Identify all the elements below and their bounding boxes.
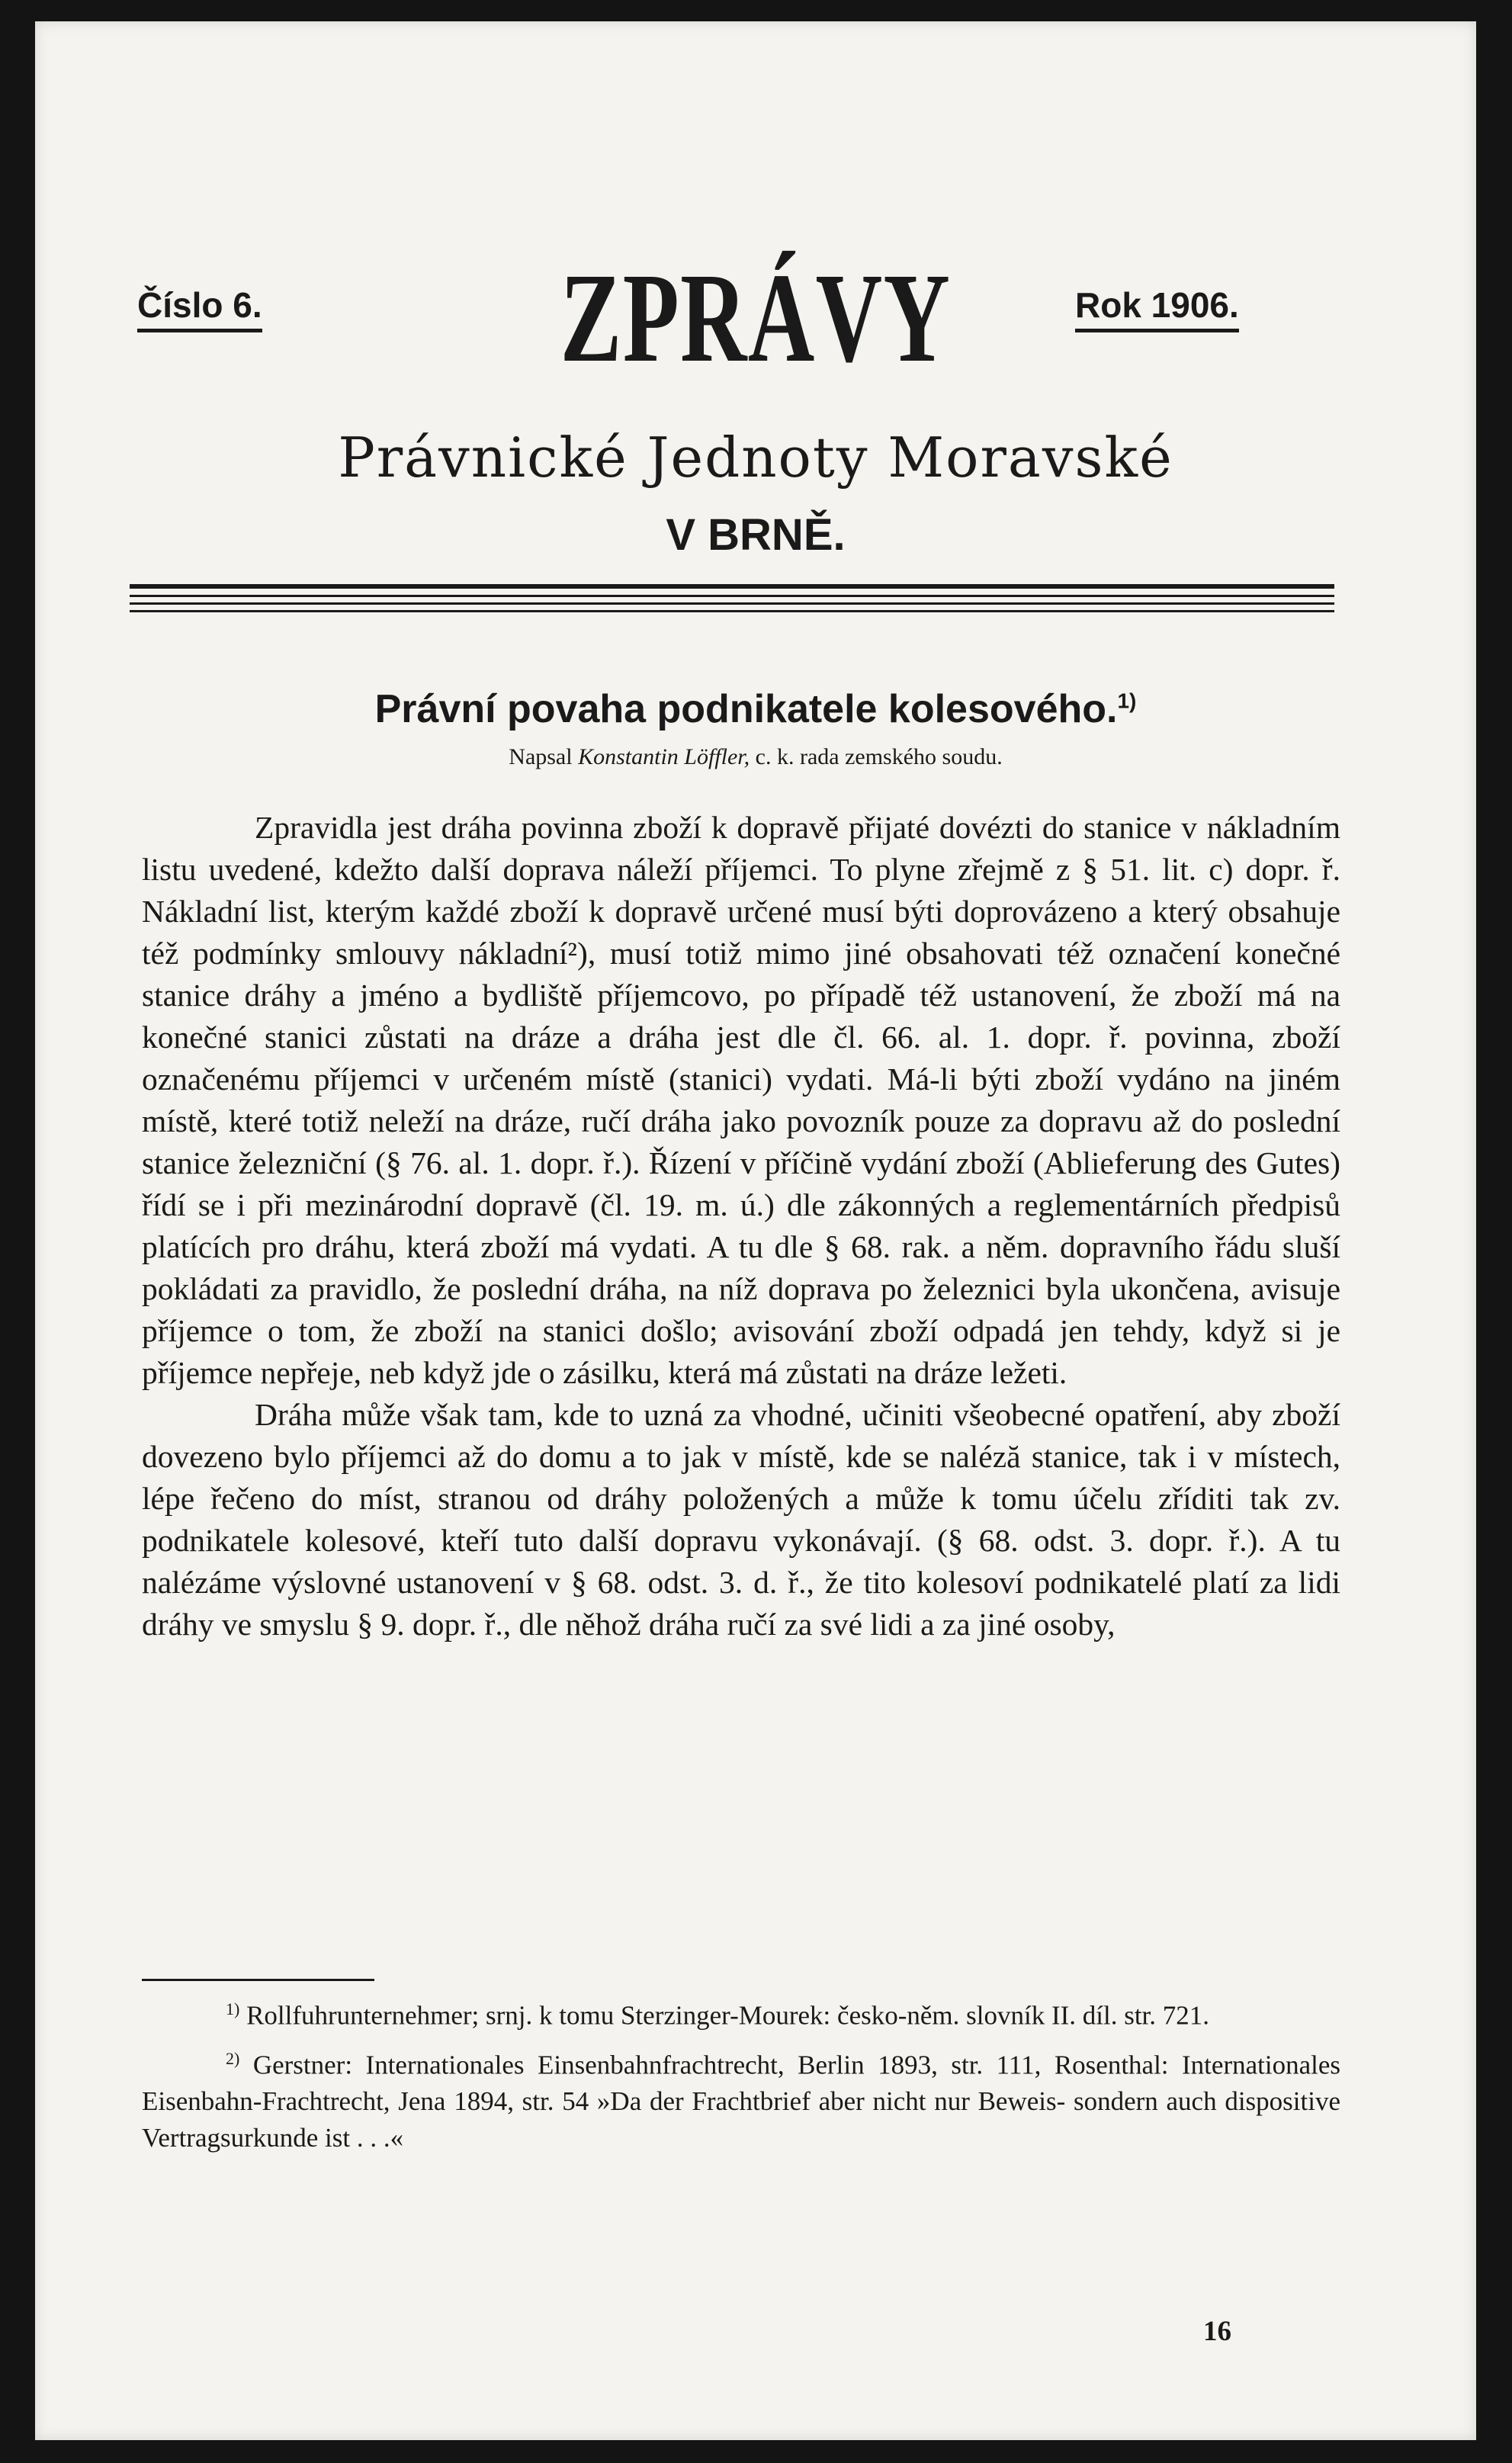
header-rule <box>130 610 1334 612</box>
footnote-text: Rollfuhrunternehmer; srnj. k tomu Sterzinger-Mourek: česko-něm. slovník II. díl. str. 721. <box>246 2000 1210 2031</box>
article-title <box>35 686 1476 732</box>
article-title-text: Právní povaha podnikatele kolesového. <box>374 687 1118 731</box>
footnotes <box>142 1991 1340 2163</box>
journal-city: V BRNĚ. <box>666 510 846 560</box>
article-body <box>142 807 1340 1646</box>
journal-subtitle: Právnické Jednoty Moravské <box>338 425 1173 490</box>
byline <box>35 744 1476 770</box>
byline-suffix: c. k. rada zemského soudu. <box>755 744 1003 769</box>
paragraph: Zpravidla jest dráha povinna zboží k dopravě přijaté dovézti do stanice v nákladním listu uvedené, kdežto další doprava náleží příjemci. To plyne zřejmě z § 51. lit. c) dopr. ř. Nákladní list, kterým každé zboží k dopravě určené musí býti doprovázeno a který obsahuje též podmínky smlouvy nákladní²), musí totiž mimo jiné obsahovati též označení konečné stanice dráhy a jméno a bydliště příjemcovo, po případě též ustanovení, že zboží má na konečné stanici zůstati na dráze a dráha jest dle čl. 66. al. 1. dopr. ř. povinna, zboží označenému příjemci v určeném místě (stanici) vydati. Má-li býti zboží vydáno na jiném místě, které totiž neleží na dráze, ručí dráha jako povozník pouze za dopravu až do poslední stanice železniční (§ 76. al. 1. dopr. ř.). Řízení v příčině vydání zboží (Ablieferung des Gutes) řídí se i při mezinárodní dopravě (čl. 19. m. ú.) dle zákonných a reglementárních předpisů platících pro dráhu, která zboží má vydati. A tu dle § 68. rak. a něm. dopravního řádu sluší pokládati za pravidlo, že poslední dráha, na níž doprava po železnici byla ukončena, avisuje příjemce o tom, že zboží na stanici došlo; avisování zboží odpadá jen tehdy, když si je příjemce nepřeje, neb když jde o zásilku, která má zůstati na dráze ležeti. <box>142 810 1340 1390</box>
footnote-text: Gerstner: Internationales Einsenbahnfrachtrecht, Berlin 1893, str. 111, Rosenthal: Internationales Eisenbahn-Frachtrecht, Jena 1894, str. 54 »Da der Frachtbrief aber nicht nur Beweis- sondern auch dispositive Vertragsurkunde ist . . .« <box>142 2050 1340 2153</box>
footnote-divider <box>142 1979 374 1981</box>
byline-prefix: Napsal <box>509 744 573 769</box>
issue-year: Rok 1906. <box>1075 284 1239 332</box>
footnote <box>142 1991 1340 2034</box>
header-rule <box>130 584 1334 589</box>
header-rule <box>130 602 1334 605</box>
issue-number: Číslo 6. <box>137 284 262 332</box>
footnote-mark: 1) <box>226 1999 240 2018</box>
journal-logo: ZPRÁVY <box>560 247 952 389</box>
footnote-mark: 2) <box>226 2048 240 2068</box>
page-number: 16 <box>1203 2316 1231 2347</box>
footnote-ref: 1) <box>1117 689 1137 713</box>
header-rule <box>130 595 1334 597</box>
byline-author: Konstantin Löffler, <box>578 744 750 769</box>
journal-page <box>35 21 1476 2440</box>
paragraph: Dráha může však tam, kde to uzná za vhodné, učiniti všeobecné opatření, aby zboží dovezeno bylo příjemci až do domu a to jak v místě, kde se naléză stanice, tak i v místech, lépe řečeno do míst, stranou od dráhy položených a může k tomu účelu zříditi tak zv. podnikatele kolesové, kteří tuto další dopravu vykonávají. (§ 68. odst. 3. dopr. ř.). A tu nalézáme výslovné ustanovení v § 68. odst. 3. d. ř., že tito kolesoví podnikatelé platí za lidi dráhy ve smyslu § 9. dopr. ř., dle něhož dráha ručí za své lidi a za jiné osoby, <box>142 1397 1340 1642</box>
footnote <box>142 2041 1340 2157</box>
